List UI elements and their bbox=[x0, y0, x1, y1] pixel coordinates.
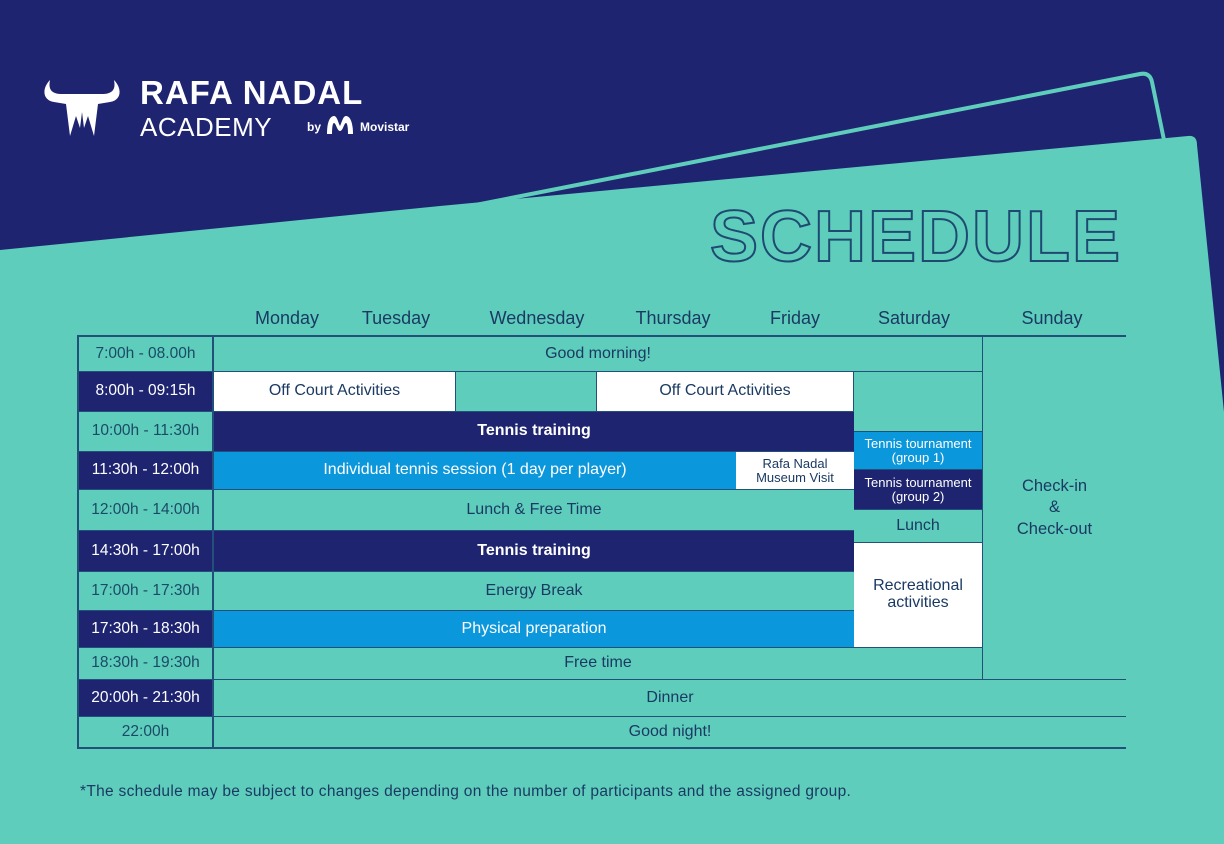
saturday-lunch-cell: Lunch bbox=[854, 510, 983, 543]
brand-subtitle: ACADEMY bbox=[140, 112, 273, 142]
sponsor-name: Movistar bbox=[360, 120, 410, 134]
energy-break-cell: Energy Break bbox=[214, 572, 854, 611]
tournament-group1-cell: Tennis tournament (group 1) bbox=[854, 432, 983, 470]
day-sunday: Sunday bbox=[1021, 308, 1083, 328]
time-slot: 7:00h - 08.00h bbox=[79, 337, 214, 372]
time-slot: 11:30h - 12:00h bbox=[79, 452, 214, 490]
tennis-training-cell: Tennis training bbox=[214, 412, 854, 452]
schedule-table bbox=[77, 335, 1126, 749]
lunch-free-time-cell: Lunch & Free Time bbox=[214, 490, 854, 531]
off-court-activities-cell: Off Court Activities bbox=[597, 372, 854, 412]
saturday-empty-cell bbox=[854, 372, 983, 432]
brand-name: RAFA NADAL bbox=[140, 74, 364, 111]
day-saturday: Saturday bbox=[877, 308, 951, 328]
day-tuesday: Tuesday bbox=[361, 308, 431, 328]
time-slot: 17:00h - 17:30h bbox=[79, 572, 214, 611]
individual-session-cell: Individual tennis session (1 day per player) bbox=[214, 452, 736, 490]
recreational-activities-cell: Recreational activities bbox=[854, 543, 983, 648]
time-slot: 8:00h - 09:15h bbox=[79, 372, 214, 412]
free-time-cell: Free time bbox=[214, 648, 983, 680]
day-wednesday: Wednesday bbox=[489, 308, 585, 328]
off-court-activities-cell: Off Court Activities bbox=[214, 372, 456, 412]
footnote: *The schedule may be subject to changes depending on the number of participants and the assigned group. bbox=[80, 783, 852, 800]
time-slot: 18:30h - 19:30h bbox=[79, 648, 214, 680]
by-label: by bbox=[307, 120, 322, 134]
time-slot: 14:30h - 17:00h bbox=[79, 531, 214, 572]
dinner-cell: Dinner bbox=[214, 680, 1126, 717]
checkout-label: Check-out bbox=[1016, 519, 1093, 538]
time-slot: 17:30h - 18:30h bbox=[79, 611, 214, 648]
good-night-cell: Good night! bbox=[214, 717, 1126, 747]
tournament-group2-cell: Tennis tournament (group 2) bbox=[854, 470, 983, 510]
empty-cell bbox=[456, 372, 597, 412]
day-friday: Friday bbox=[769, 308, 821, 328]
good-morning-cell: Good morning! bbox=[214, 337, 983, 372]
checkin-checkout-cell bbox=[983, 337, 1126, 680]
tennis-training-cell: Tennis training bbox=[214, 531, 854, 572]
time-slot: 10:00h - 11:30h bbox=[79, 412, 214, 452]
museum-visit-cell: Rafa Nadal Museum Visit bbox=[736, 452, 854, 490]
time-slot: 20:00h - 21:30h bbox=[79, 680, 214, 717]
bull-horns-icon bbox=[40, 76, 124, 140]
page-title: SCHEDULE bbox=[710, 197, 1123, 277]
ampersand-label: & bbox=[1048, 498, 1060, 517]
physical-preparation-cell: Physical preparation bbox=[214, 611, 854, 648]
day-thursday: Thursday bbox=[635, 308, 711, 328]
checkin-label: Check-in bbox=[1021, 476, 1088, 495]
academy-logo bbox=[40, 76, 420, 146]
day-monday: Monday bbox=[254, 308, 320, 328]
time-slot: 22:00h bbox=[79, 717, 214, 747]
time-slot: 12:00h - 14:00h bbox=[79, 490, 214, 531]
movistar-m-icon bbox=[325, 114, 355, 136]
